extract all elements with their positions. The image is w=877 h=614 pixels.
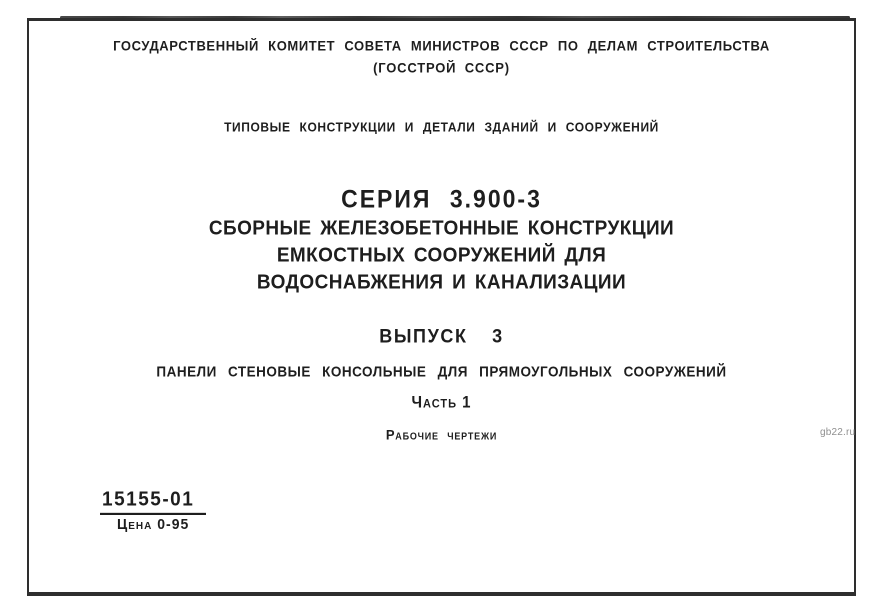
index-price-block <box>100 489 206 532</box>
title-subtitle-line2: ЕМКОСТНЫХ СООРУЖЕНИЙ ДЛЯ <box>276 244 607 267</box>
part-label: Часть 1 <box>411 393 472 412</box>
price-label: Цена 0-95 <box>117 515 190 533</box>
issue-subject: ПАНЕЛИ СТЕНОВЫЕ КОНСОЛЬНЫЕ ДЛЯ ПРЯМОУГОЛЬНЫХ СООРУЖЕНИЙ <box>156 363 727 380</box>
title-subtitle-line1: СБОРНЫЕ ЖЕЛЕЗОБЕТОННЫЕ КОНСТРУКЦИИ <box>208 217 675 240</box>
committee-short-name: (ГОССТРОЙ СССР) <box>373 59 510 76</box>
site-watermark: gb22.ru <box>820 427 856 438</box>
document-type-label: Рабочие чертежи <box>385 426 498 443</box>
index-number: 15155-01 <box>100 488 206 515</box>
series-note: ТИПОВЫЕ КОНСТРУКЦИИ И ДЕТАЛИ ЗДАНИЙ И СООРУЖЕНИЙ <box>224 119 659 135</box>
series-title: СЕРИЯ 3.900-3 <box>341 184 542 213</box>
committee-name: ГОСУДАРСТВЕННЫЙ КОМИТЕТ СОВЕТА МИНИСТРОВ СССР ПО ДЕЛАМ СТРОИТЕЛЬСТВА <box>113 37 770 54</box>
title-subtitle-line3: ВОДОСНАБЖЕНИЯ И КАНАЛИЗАЦИИ <box>256 271 627 294</box>
issue-label: ВЫПУСК 3 <box>379 325 504 347</box>
